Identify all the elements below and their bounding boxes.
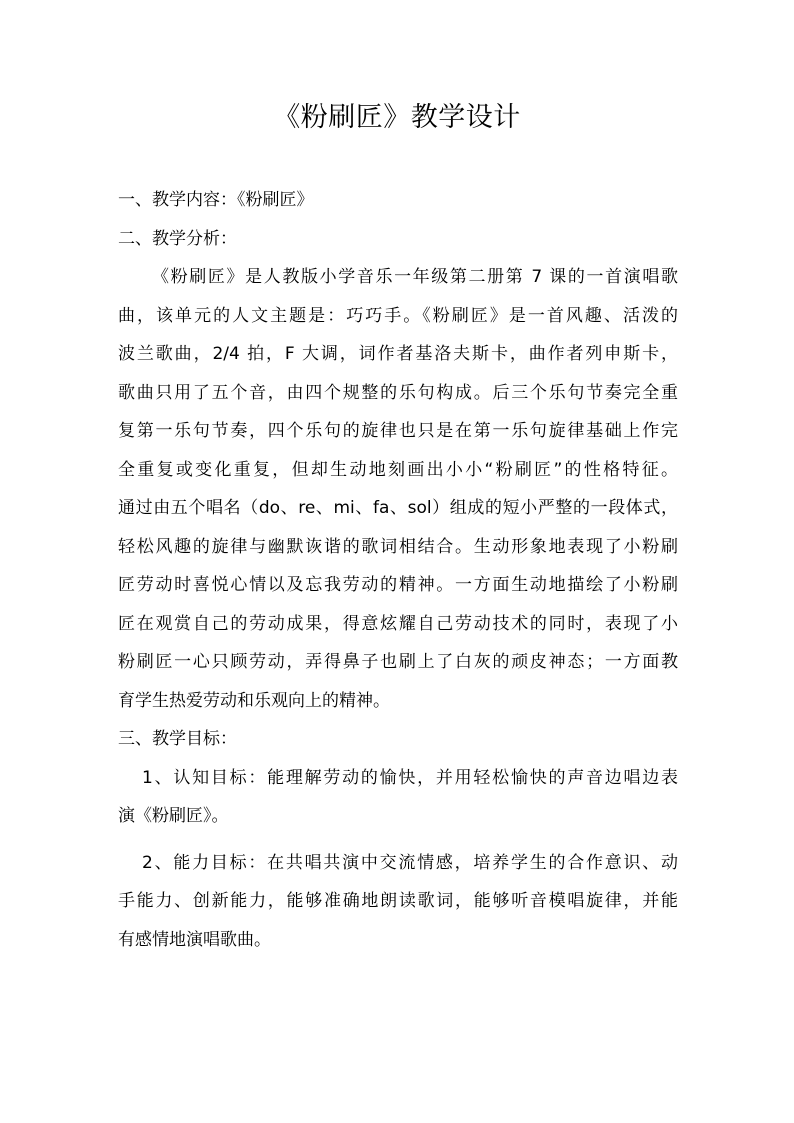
document-body — [118, 181, 678, 959]
paragraph-line: 轻松风趣的旋律与幽默诙谐的歌词相结合。生动形象地表现了小粉刷 — [118, 536, 678, 557]
paragraph-line: 全重复或变化重复，但却生动地刻画出小小“粉刷匠”的性格特征。 — [118, 459, 678, 480]
objective-line: 手能力、创新能力，能够准确地朗读歌词，能够听音模唱旋律，并能 — [118, 891, 678, 911]
objective-ability — [118, 844, 678, 960]
objective-line: 1、认知目标：能理解劳动的愉快，并用轻松愉快的声音边唱边表 — [142, 767, 678, 788]
document-title: 《粉刷匠》教学设计 — [273, 102, 521, 133]
paragraph-spacer — [118, 836, 678, 844]
objective-line: 有感情地演唱歌曲。 — [118, 929, 271, 950]
paragraph-line: 《粉刷匠》是人教版小学音乐一年级第二册第 7 课的一首演唱歌 — [152, 267, 678, 287]
objective-cognitive — [118, 759, 678, 836]
paragraph-line: 复第一乐句节奏，四个乐句的旋律也只是在第一乐句旋律基础上作完 — [118, 421, 678, 441]
paragraph-line: 粉刷匠一心只顾劳动，弄得鼻子也刷上了白灰的顽皮神态；一方面教 — [118, 652, 678, 672]
paragraph-line: 波兰歌曲，2/4 拍，F 大调，词作者基洛夫斯卡，曲作者列申斯卡， — [118, 344, 678, 364]
analysis-paragraph — [118, 258, 678, 720]
paragraph-line: 歌曲只用了五个音，由四个规整的乐句构成。后三个乐句节奏完全重 — [118, 382, 678, 403]
section-heading-objectives: 三、教学目标： — [118, 729, 237, 749]
paragraph-line: 通过由五个唱名（do、re、mi、fa、sol）组成的短小严整的一段体式， — [118, 498, 678, 518]
objective-line: 演《粉刷匠》。 — [118, 806, 229, 826]
section-heading-content: 一、教学内容：《粉刷匠》 — [118, 190, 314, 210]
paragraph-line: 曲，该单元的人文主题是：巧巧手。《粉刷匠》是一首风趣、活泼的 — [118, 305, 678, 326]
paragraph-line: 育学生热爱劳动和乐观向上的精神。 — [118, 690, 390, 711]
paragraph-line: 匠在观赏自己的劳动成果，得意炫耀自己劳动技术的同时，表现了小 — [118, 613, 678, 634]
section-heading-analysis: 二、教学分析： — [118, 228, 237, 249]
objective-line: 2、能力目标：在共唱共演中交流情感，培养学生的合作意识、动 — [142, 852, 678, 873]
paragraph-line: 匠劳动时喜悦心情以及忘我劳动的精神。一方面生动地描绘了小粉刷 — [118, 575, 678, 595]
